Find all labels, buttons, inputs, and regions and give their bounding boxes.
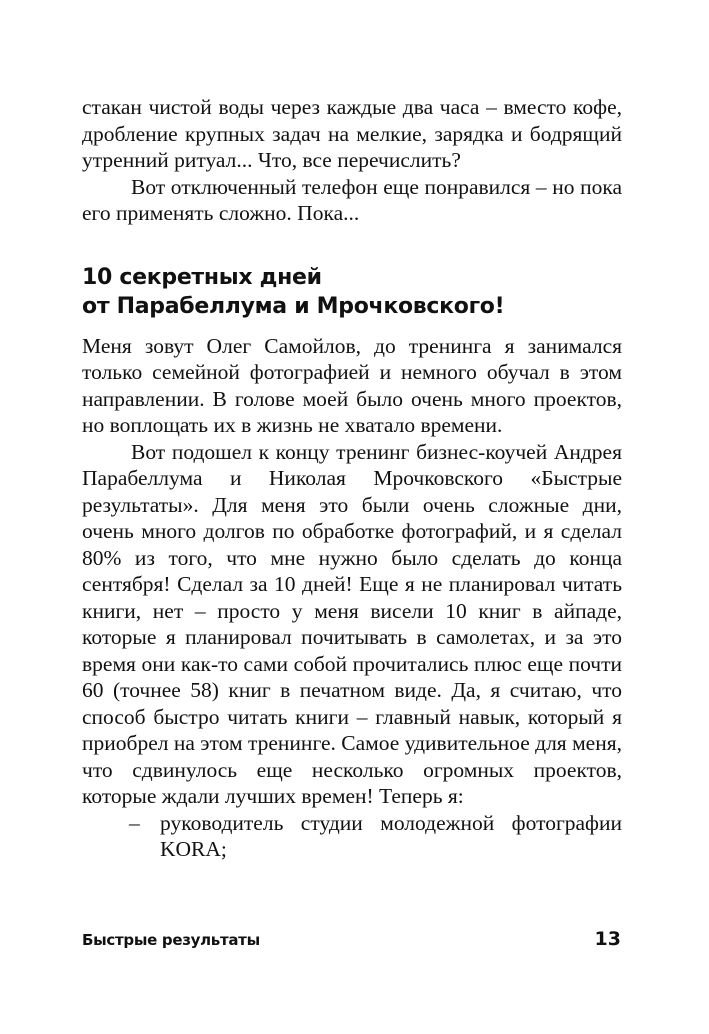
page-content — [82, 94, 622, 863]
dash-marker: – — [129, 810, 140, 835]
paragraph-training: Вот подошел к концу тренинг бизнес-коучей Андрея Парабеллума и Николая Мрочковского «Быстрые результаты». Для меня это были очень сложные дни, очень много долгов по обработке фотографий, и я сделал 80% из того, что мне нужно было сделать до конца сентября! Сделал за 10 дней! Еще я не планировал читать книги, нет – просто у меня висели 10 книг в айпаде, которые я планировал почитывать в самолетах, и за это время они как-то сами собой прочитались плюс еще почти 60 (точнее 58) книг в печатном виде. Да, я считаю, что способ быстро читать книги – главный навык, который я приобрел на этом тренинге. Самое удивительное для меня, что сдвинулось еще несколько огромных проектов, которые ждали лучших времен! Теперь я: — [82, 439, 622, 808]
page-number: 13 — [594, 928, 621, 950]
list-item-text: руководитель студии молодежной фотографии KORA; — [160, 810, 622, 861]
paragraph-phone: Вот отключенный телефон еще понравился – но пока его применять сложно. Пока... — [82, 174, 622, 225]
section-heading-line-2: от Парабеллума и Мрочковского! — [82, 293, 505, 319]
running-footer-title: Быстрые результаты — [82, 931, 260, 949]
section-heading-line-1: 10 секретных дней — [82, 264, 322, 290]
list-item — [82, 810, 622, 863]
paragraph-continuation: стакан чистой воды через каждые два часа – вместо кофе, дробление крупных задач на мелкие, зарядка и бодрящий утренний ритуал... Что, все перечислить? — [82, 95, 622, 172]
section-heading — [82, 263, 622, 321]
achievements-list — [82, 810, 622, 863]
paragraph-intro: Меня зовут Олег Самойлов, до тренинга я занимался только семейной фотографией и немного обучал в этом направлении. В голове моей было очень много проектов, но воплощать их в жизнь не хватало времени. — [82, 333, 622, 437]
